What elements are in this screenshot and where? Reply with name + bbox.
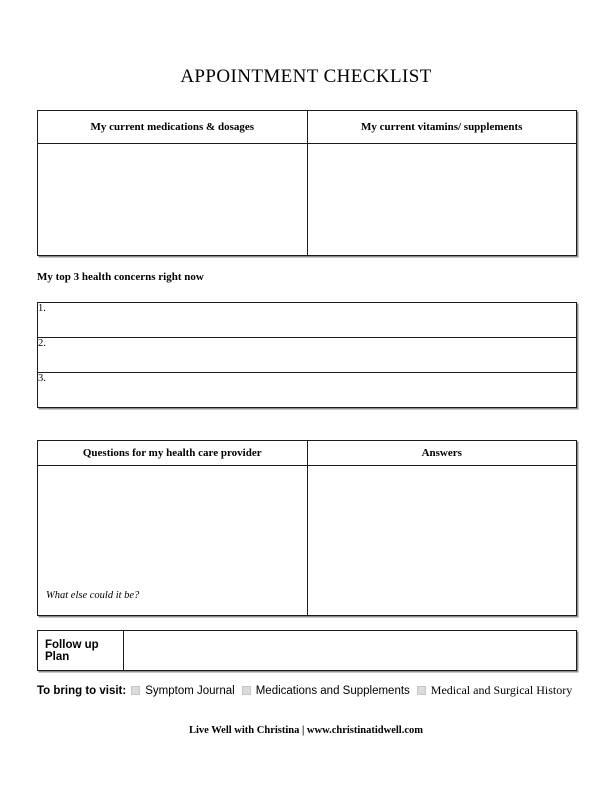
vitamins-header: My current vitamins/ supplements <box>307 111 577 144</box>
page-title: APPOINTMENT CHECKLIST <box>180 66 432 87</box>
medications-write-area[interactable] <box>38 144 308 256</box>
concern-number-2: 2. <box>38 338 46 349</box>
concerns-table <box>37 302 577 408</box>
table-header-row <box>38 111 577 144</box>
concern-number-1: 1. <box>38 303 46 314</box>
followup-plan-write-area[interactable] <box>124 631 577 671</box>
footer-branding: Live Well with Christina | www.christinatidwell.com <box>189 725 423 736</box>
checkbox-icon[interactable] <box>242 686 251 695</box>
table-row <box>38 144 577 256</box>
questions-header: Questions for my health care provider <box>38 441 308 466</box>
followup-plan-label: Follow up Plan <box>38 631 124 671</box>
table-row <box>38 373 577 408</box>
bring-item-label: Symptom Journal <box>145 684 235 697</box>
bring-item-medical-surgical-history <box>417 683 572 698</box>
table-row <box>38 466 577 616</box>
bring-item-medications-supplements <box>242 685 410 697</box>
table-header-row <box>38 441 577 466</box>
concerns-heading: My top 3 health concerns right now <box>37 271 204 283</box>
questions-write-area[interactable] <box>38 466 308 616</box>
what-else-note: What else could it be? <box>46 590 140 601</box>
table-row <box>38 338 577 373</box>
bring-to-visit-label: To bring to visit: <box>37 684 127 697</box>
answers-header: Answers <box>307 441 577 466</box>
followup-plan-table <box>37 630 577 671</box>
concern-row-2-write-area[interactable] <box>38 338 577 373</box>
checkbox-icon[interactable] <box>131 686 140 695</box>
table-row <box>38 631 577 671</box>
table-row <box>38 303 577 338</box>
vitamins-write-area[interactable] <box>307 144 577 256</box>
bring-item-label: Medical and Surgical History <box>430 683 573 697</box>
medications-supplements-table <box>37 110 577 256</box>
concern-row-1-write-area[interactable] <box>38 303 577 338</box>
medications-header: My current medications & dosages <box>38 111 308 144</box>
checkbox-icon[interactable] <box>417 686 426 695</box>
bring-item-label: Medications and Supplements <box>255 684 410 697</box>
concern-row-3-write-area[interactable] <box>38 373 577 408</box>
concern-number-3: 3. <box>38 373 46 384</box>
bring-item-symptom-journal <box>131 685 234 697</box>
answers-write-area[interactable] <box>307 466 577 616</box>
questions-answers-table <box>37 440 577 616</box>
bring-to-visit-row <box>37 683 597 698</box>
